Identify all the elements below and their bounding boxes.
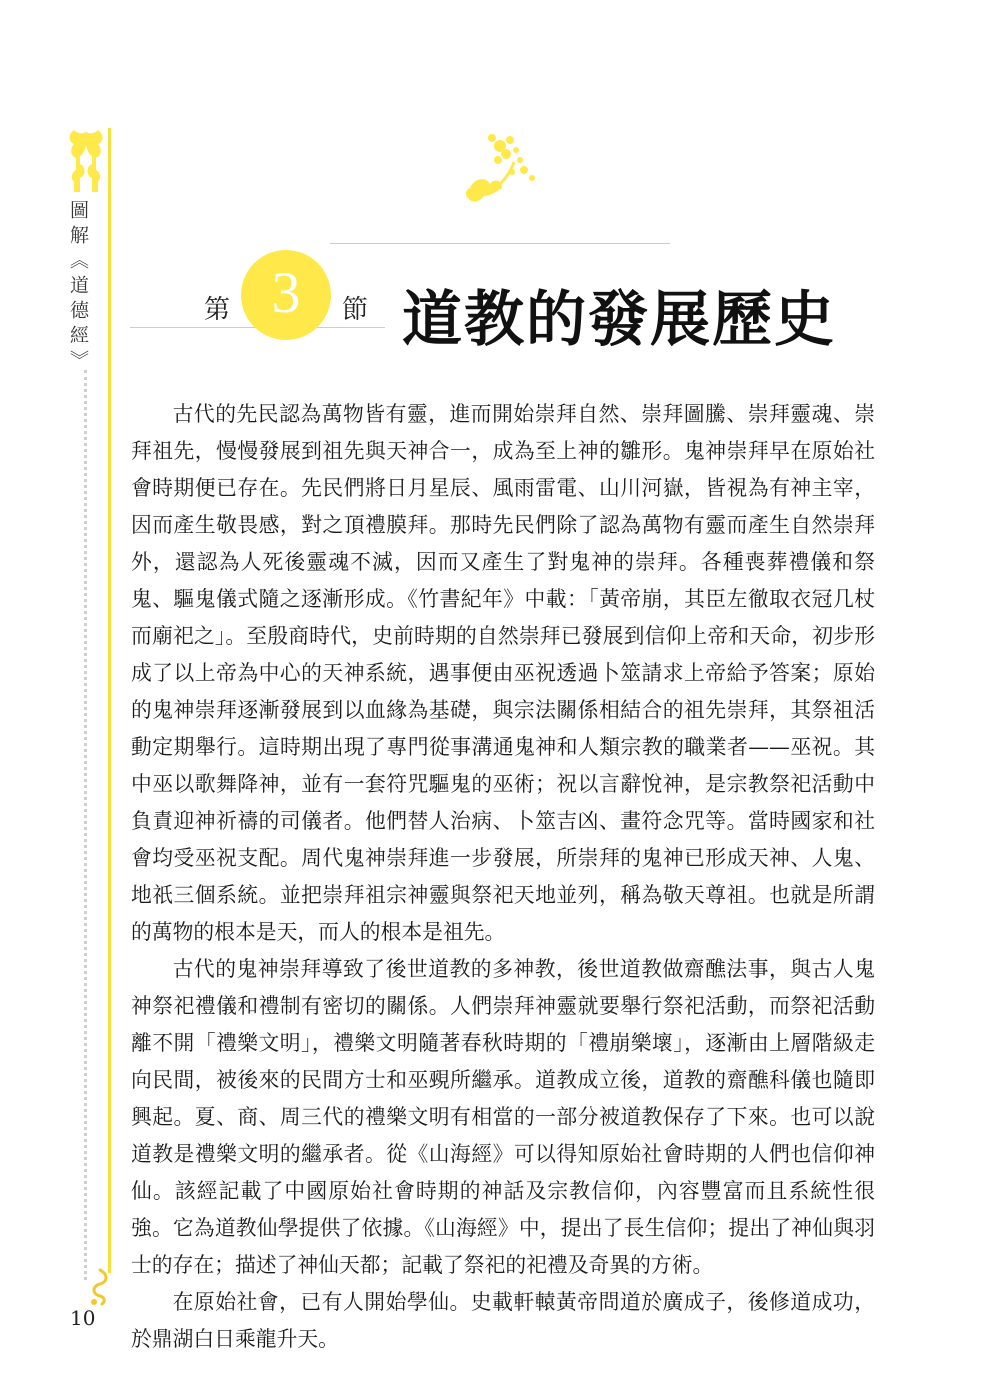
floral-ornament-icon — [440, 126, 560, 216]
header-rule-top — [330, 243, 670, 244]
section-suffix: 節 — [342, 295, 369, 325]
sidebar-dotted-line — [84, 370, 87, 1280]
page-number: 10 — [70, 1306, 96, 1330]
body-paragraph-3: 在原始社會，已有人開始學仙。史載軒轅黃帝問道於廣成子，後修道成功，於鼎湖白日乘龍升天。 — [131, 1290, 875, 1351]
body-paragraph-1: 古代的先民認為萬物皆有靈，進而開始崇拜自然、崇拜圖騰、崇拜靈魂、崇拜祖先，慢慢發展到祖先與天神合一，成為至上神的雛形。鬼神崇拜早在原始社會時期便已存在。先民們將日月星辰、風雨雷電、山川河嶽，皆視為有神主宰，因而產生敬畏感，對之頂禮膜拜。那時先民們除了認為萬物有靈而產生自然崇拜外，還認為人死後靈魂不滅，因而又產生了對鬼神的崇拜。各種喪葬禮儀和祭鬼、驅鬼儀式隨之逐漸形成。《竹書紀年》中載：「黃帝崩，其臣左徹取衣冠几杖而廟祀之」。至殷商時代，史前時期的自然崇拜已發展到信仰上帝和天命，初步形成了以上帝為中心的天神系統，遇事便由巫祝透過卜筮請求上帝給予答案；原始的鬼神崇拜逐漸發展到以血緣為基礎，與宗法關係相結合的祖先崇拜，其祭祖活動定期舉行。這時期出現了專門從事溝通鬼神和人類宗教的職業者——巫祝。其中巫以歌舞降神，並有一套符咒驅鬼的巫術；祝以言辭悅神，是宗教祭祀活動中負責迎神祈禱的司儀者。他們替人治病、卜筮吉凶、畫符念咒等。當時國家和社會均受巫祝支配。周代鬼神崇拜進一步發展，所崇拜的鬼神已形成天神、人鬼、地祇三個系統。並把崇拜祖宗神靈與祭祀天地並列，稱為敬天尊祖。也就是所謂的萬物的根本是天，而人的根本是祖先。 — [131, 402, 875, 944]
sidebar-vertical-rule — [108, 128, 111, 1273]
body-paragraph-2: 古代的鬼神崇拜導致了後世道教的多神教，後世道教做齋醮法事，與古人鬼神祭祀禮儀和禮制有密切的關係。人們崇拜神靈就要舉行祭祀活動，而祭祀活動離不開「禮樂文明」，禮樂文明隨著春秋時期的「禮崩樂壞」，逐漸由上層階級走向民間，被後來的民間方士和巫覡所繼承。道教成立後，道教的齋醮科儀也隨即興起。夏、商、周三代的禮樂文明有相當的一部分被道教保存了下來。也可以說道教是禮樂文明的繼承者。從《山海經》可以得知原始社會時期的人們也信仰神仙。該經記載了中國原始社會時期的神話及宗教信仰，內容豐富而且系統性很強。它為道教仙學提供了依據。《山海經》中，提出了長生信仰；提出了神仙與羽士的存在；描述了神仙天都；記載了祭祀的祀禮及奇異的方術。 — [131, 957, 875, 1277]
sidebar-ornament-icon — [66, 126, 106, 196]
section-number: 3 — [271, 260, 301, 325]
section-prefix: 第 — [204, 295, 231, 325]
sidebar-book-title: 圖解《道德經》 — [67, 200, 89, 375]
page-corner-ornament-icon — [86, 1268, 112, 1306]
chapter-title: 道教的發展歷史 — [402, 285, 836, 355]
body-text — [131, 396, 875, 1358]
